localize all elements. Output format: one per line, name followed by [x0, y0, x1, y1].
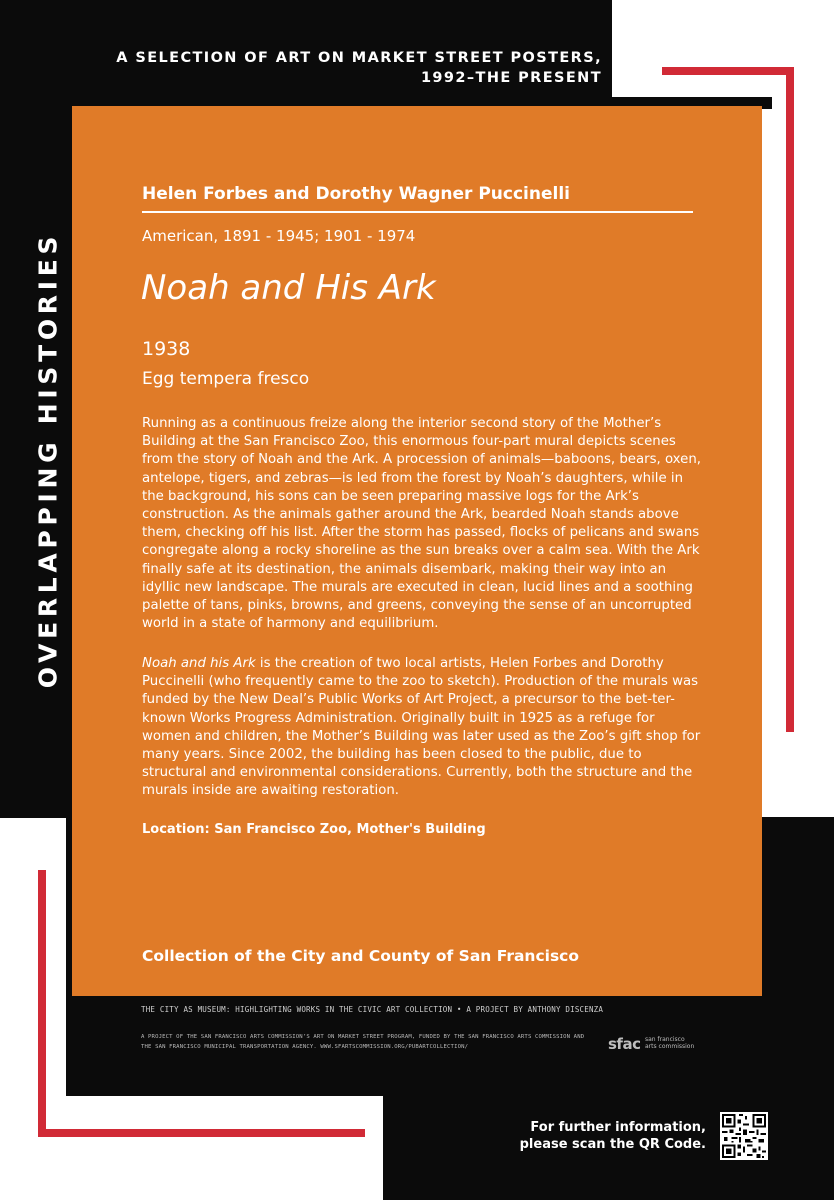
sfac-logo-text — [645, 1037, 705, 1050]
artwork-year: 1938 — [142, 338, 191, 360]
collection-credit: Collection of the City and County of San Francisco — [142, 947, 580, 965]
divider-rule — [142, 211, 693, 213]
qr-prompt — [446, 1119, 706, 1153]
banner-heading — [42, 48, 602, 88]
sfac-logo-line-2: arts commission — [645, 1042, 695, 1050]
qr-prompt-line-1: For further information, — [530, 1120, 706, 1135]
footer-project-line: THE CITY AS MUSEUM: HIGHLIGHTING WORKS IN THE CIVIC ART COLLECTION • A PROJECT BY ANTHONY DISCENZA — [141, 1005, 604, 1014]
description-paragraph-2-body: is the creation of two local artists, Helen Forbes and Dorothy Puccinelli (who frequently came to the zoo to sketch). Production of the murals was funded by the New Deal’s Public Works of Art Project, a precursor to the bet-ter-known Works Progress Administration. Originally built in 1925 as a refuge for women and children, the Mother’s Building was later used as the Zoo’s gift shop for many years. Since 2002, the building has been closed to the public, due to structural and environmental considerations. Currently, both the structure and the murals inside are awaiting restoration. — [142, 656, 701, 799]
red-line-right-vertical — [786, 67, 794, 732]
banner-line-1: A SELECTION OF ART ON MARKET STREET POSTERS, — [116, 50, 602, 66]
artwork-title: Noah and His Ark — [141, 268, 436, 308]
red-line-bottom-horizontal — [38, 1129, 365, 1137]
red-line-left-vertical — [38, 870, 46, 1136]
banner-line-2: 1992–THE PRESENT — [420, 70, 602, 86]
description-paragraph-2-title: Noah and his Ark — [142, 656, 256, 671]
sfac-logo-line-1: san francisco — [645, 1036, 685, 1043]
artwork-location: Location: San Francisco Zoo, Mother's Building — [142, 822, 486, 837]
red-line-top-horizontal — [662, 67, 793, 75]
artwork-medium: Egg tempera fresco — [142, 369, 310, 389]
artwork-panel — [72, 106, 762, 996]
sfac-logo-mark: sfac — [608, 1035, 641, 1053]
description-paragraph-2 — [142, 655, 702, 801]
footer-funding-line: A PROJECT OF THE SAN FRANCISCO ARTS COMMISSION’S ART ON MARKET STREET PROGRAM, FUNDED BY THE SAN FRANCISCO ARTS COMMISSION AND THE SAN FRANCISCO MUNICIPAL TRANSPORTATION AGENCY. WWW.SFARTSCOMMISSION.ORG/PUBARTCOLLECTION/ — [141, 1034, 585, 1050]
artist-name: Helen Forbes and Dorothy Wagner Puccinelli — [142, 184, 570, 204]
series-title-vertical: OVERLAPPING HISTORIES — [33, 231, 63, 689]
description-paragraph-1: Running as a continuous freize along the interior second story of the Mother’s Building at the San Francisco Zoo, this enormous four-part mural depicts scenes from the story of Noah and the Ark. A procession of animals—baboons, bears, oxen, antelope, tigers, and zebras—is led from the forest by Noah’s daughters, while in the background, his sons can be seen preparing massive logs for the Ark’s construction. As the animals gather around the Ark, bearded Noah stands above them, checking off his list. After the storm has passed, flocks of pelicans and swans congregate along a rocky shoreline as the sun breaks over a calm sea. With the Ark finally safe at its destination, the animals disembark, making their way into an idyllic new landscape. The murals are executed in clean, lucid lines and a soothing palette of tans, pinks, browns, and greens, conveying the sense of an uncorrupted world in a state of harmony and equilibrium. — [142, 416, 701, 632]
artist-nationality: American, 1891 - 1945; 1901 - 1974 — [142, 227, 416, 245]
qr-prompt-line-2: please scan the QR Code. — [519, 1137, 706, 1152]
qr-code-icon[interactable] — [720, 1112, 768, 1160]
sfac-logo — [608, 1034, 695, 1053]
